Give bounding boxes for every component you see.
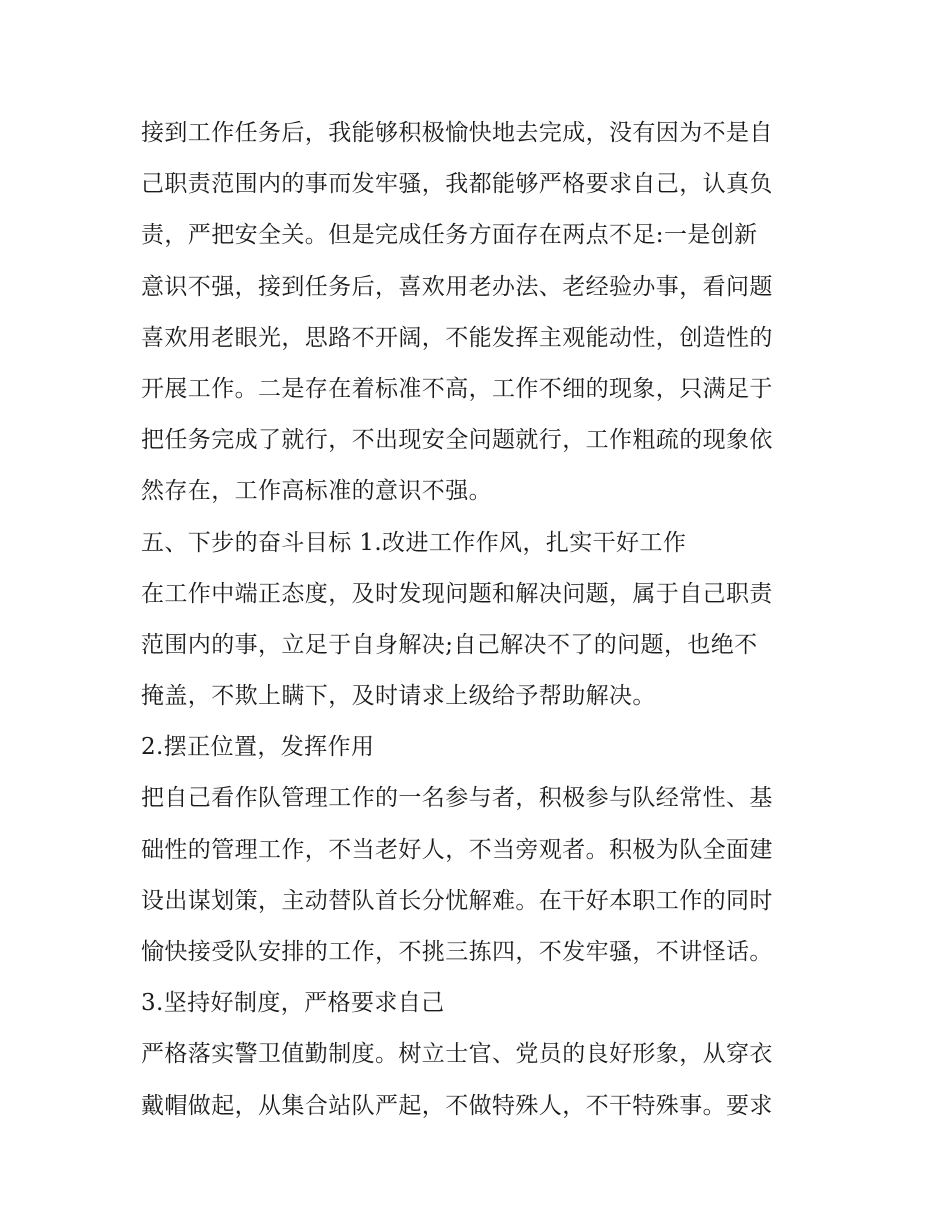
text-line: 戴帽做起，从集合站队严起，不做特殊人，不干特殊事。要求 — [141, 1092, 773, 1119]
text-line: 严格落实警卫值勤制度。树立士官、党员的良好形象，从穿衣 — [141, 1041, 773, 1068]
text-line: 设出谋划策，主动替队首长分忧解难。在干好本职工作的同时 — [141, 887, 773, 914]
text-line: 接到工作任务后，我能够积极愉快地去完成，没有因为不是自 — [141, 120, 773, 146]
section-heading: 五、下步的奋斗目标 1.改进工作作风，扎实干好工作 — [141, 529, 687, 556]
subsection-heading: 2.摆正位置，发挥作用 — [141, 734, 375, 761]
document-body — [141, 108, 821, 1132]
text-line: 把自己看作队管理工作的一名参与者，积极参与队经常性、基 — [141, 785, 773, 812]
text-line: 然存在，工作高标准的意识不强。 — [141, 478, 492, 505]
text-line: 开展工作。二是存在着标准不高，工作不细的现象，只满足于 — [141, 375, 773, 402]
text-line: 把任务完成了就行，不出现安全问题就行，工作粗疏的现象依 — [141, 427, 773, 454]
text-line: 责，严把安全关。但是完成任务方面存在两点不足:一是创新 — [141, 222, 758, 249]
text-line: 己职责范围内的事而发牢骚，我都能够严格要求自己，认真负 — [141, 171, 773, 198]
text-line: 范围内的事，立足于自身解决;自己解决不了的问题，也绝不 — [141, 631, 758, 658]
text-line: 意识不强，接到任务后，喜欢用老办法、老经验办事，看问题 — [141, 273, 773, 300]
text-line: 喜欢用老眼光，思路不开阔，不能发挥主观能动性，创造性的 — [141, 324, 773, 351]
text-line: 础性的管理工作，不当老好人，不当旁观者。积极为队全面建 — [141, 836, 773, 863]
text-line: 在工作中端正态度，及时发现问题和解决问题，属于自己职责 — [141, 580, 773, 607]
text-line: 掩盖，不欺上瞒下，及时请求上级给予帮助解决。 — [141, 683, 656, 710]
subsection-heading: 3.坚持好制度，严格要求自己 — [141, 990, 445, 1017]
text-line: 愉快接受队安排的工作，不挑三拣四，不发牢骚，不讲怪话。 — [141, 939, 773, 965]
